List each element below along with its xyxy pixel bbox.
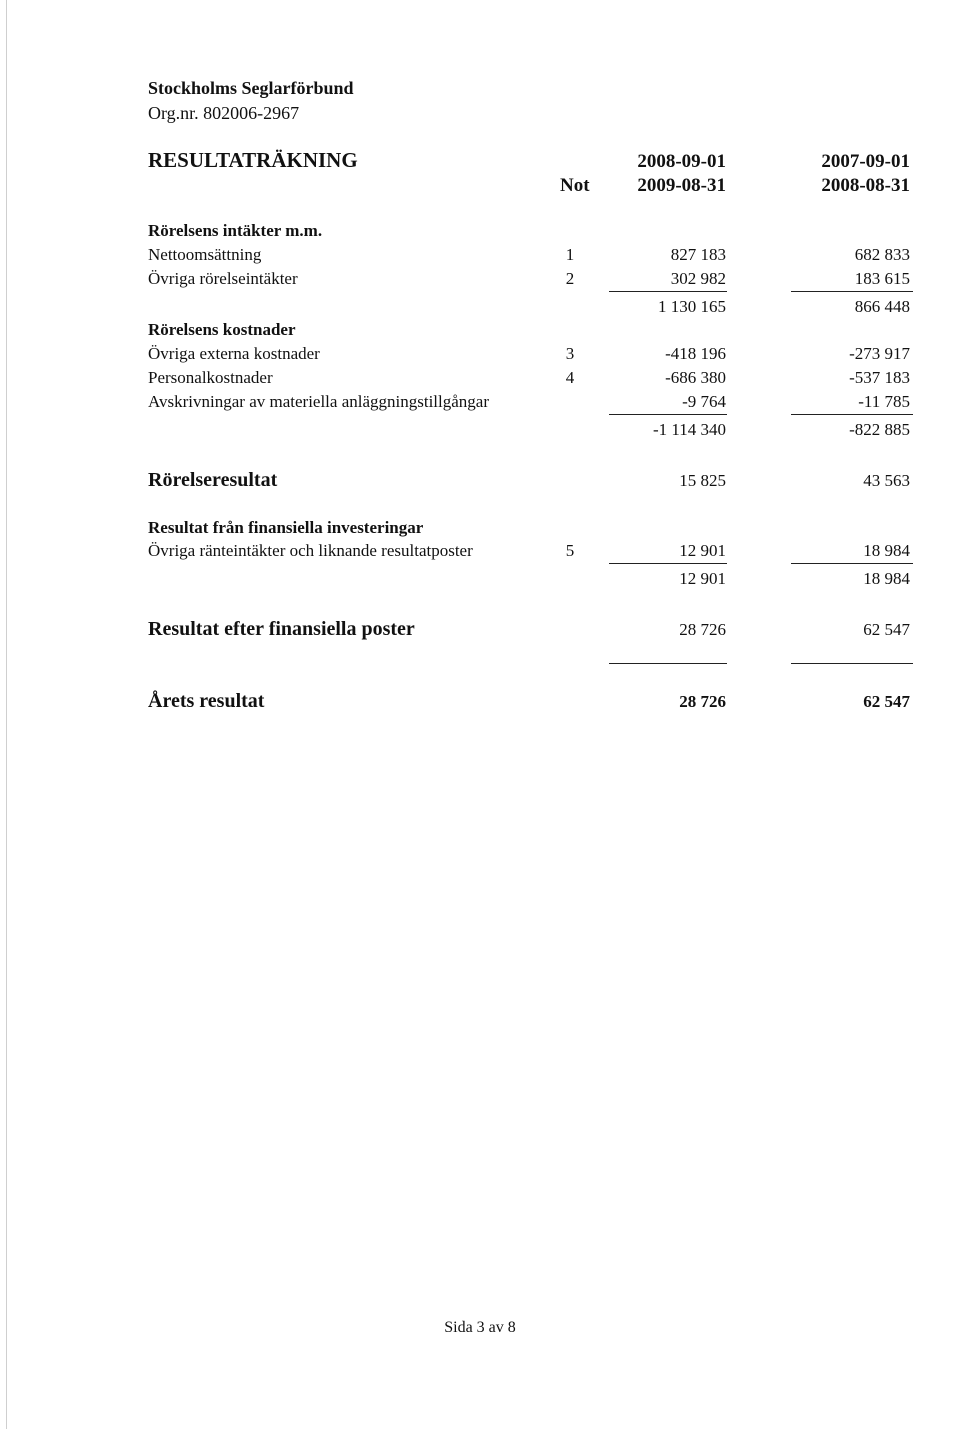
scan-edge-line: [6, 0, 7, 1429]
financial-subtotal-prior: 18 984: [863, 569, 910, 588]
operating-result-current: 15 825: [679, 471, 726, 490]
income-heading: Rörelsens intäkter m.m.: [148, 221, 323, 240]
income-row-note: 1: [565, 245, 575, 264]
income-row-current: 302 982: [670, 269, 726, 288]
period-current-from: 2008-09-01: [637, 151, 726, 172]
financial-row-label: Övriga ränteintäkter och liknande resultatposter: [148, 541, 473, 560]
income-subtotal-prior: 866 448: [854, 297, 910, 316]
cost-row-current: -418 196: [665, 344, 726, 363]
after-financial-underline-prior: [791, 663, 913, 664]
costs-underline-current: [609, 414, 727, 415]
financial-row-current: 12 901: [679, 541, 726, 560]
cost-row-prior: -537 183: [849, 368, 910, 387]
operating-result-label: Rörelseresultat: [148, 469, 278, 491]
year-result-prior: 62 547: [863, 692, 910, 711]
financial-row-prior: 18 984: [863, 541, 910, 560]
not-column-header: Not: [560, 175, 590, 196]
costs-subtotal-current: -1 114 340: [652, 420, 726, 439]
org-name: Stockholms Seglarförbund: [148, 78, 354, 98]
cost-row-current: -9 764: [682, 392, 726, 411]
cost-row-current: -686 380: [665, 368, 726, 387]
costs-underline-prior: [791, 414, 913, 415]
income-underline-prior: [791, 291, 913, 292]
after-financial-current: 28 726: [679, 620, 726, 639]
financial-underline-prior: [791, 563, 913, 564]
income-row-note: 2: [565, 269, 575, 288]
cost-row-label: Övriga externa kostnader: [148, 344, 320, 363]
income-row-label: Övriga rörelseintäkter: [148, 269, 298, 288]
period-prior-to: 2008-08-31: [821, 175, 910, 196]
page-title: RESULTATRÄKNING: [148, 148, 358, 172]
operating-result-prior: 43 563: [863, 471, 910, 490]
financial-underline-current: [609, 563, 727, 564]
income-row-current: 827 183: [670, 245, 726, 264]
income-underline-current: [609, 291, 727, 292]
year-result-label: Årets resultat: [148, 690, 265, 712]
after-financial-underline-current: [609, 663, 727, 664]
year-result-current: 28 726: [679, 692, 726, 711]
cost-row-note: 4: [565, 368, 575, 387]
income-subtotal-current: 1 130 165: [658, 297, 726, 316]
income-row-prior: 183 615: [854, 269, 910, 288]
period-current-to: 2009-08-31: [637, 175, 726, 196]
financial-row-note: 5: [565, 541, 575, 560]
income-row-prior: 682 833: [854, 245, 910, 264]
org-number: Org.nr. 802006-2967: [148, 103, 300, 123]
after-financial-label: Resultat efter finansiella poster: [148, 618, 415, 640]
income-row-label: Nettoomsättning: [148, 245, 262, 264]
costs-heading: Rörelsens kostnader: [148, 320, 296, 339]
period-prior-from: 2007-09-01: [821, 151, 910, 172]
after-financial-prior: 62 547: [863, 620, 910, 639]
cost-row-prior: -273 917: [849, 344, 910, 363]
page-number: Sida 3 av 8: [444, 1319, 516, 1336]
costs-subtotal-prior: -822 885: [849, 420, 910, 439]
cost-row-prior: -11 785: [858, 392, 910, 411]
financial-subtotal-current: 12 901: [679, 569, 726, 588]
financial-heading: Resultat från finansiella investeringar: [148, 518, 424, 537]
cost-row-label: Personalkostnader: [148, 368, 273, 387]
cost-row-label: Avskrivningar av materiella anläggningstillgångar: [148, 392, 489, 411]
cost-row-note: 3: [565, 344, 575, 363]
